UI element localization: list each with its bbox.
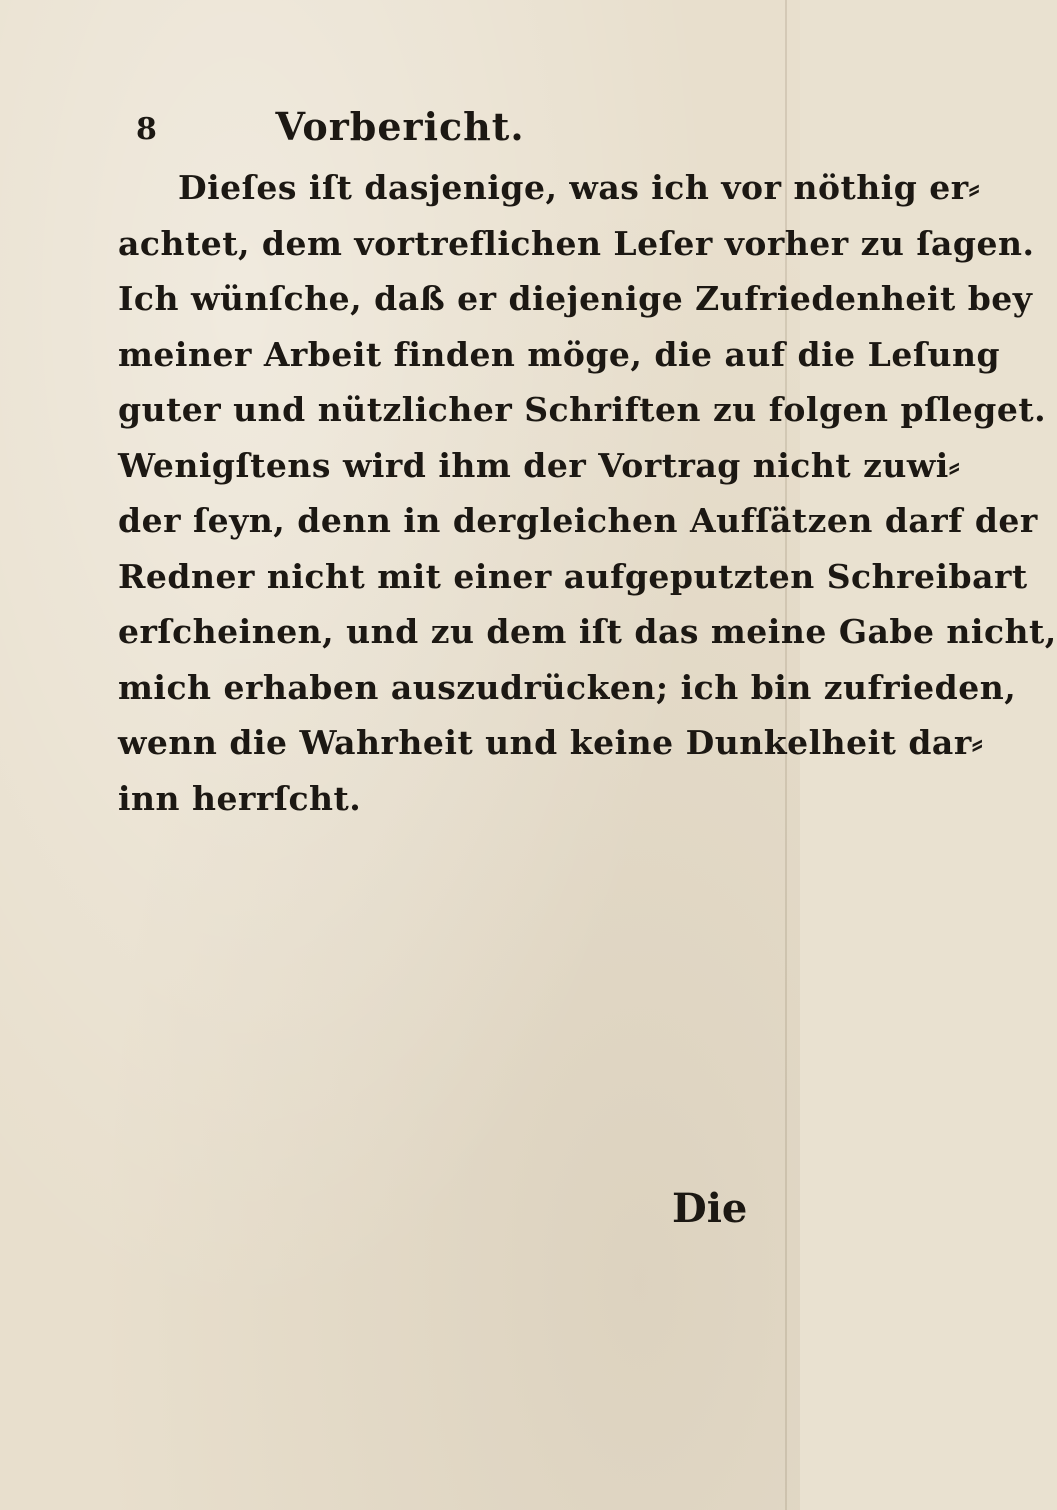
page-number: 8 bbox=[136, 112, 158, 147]
text-line: Ich wünſche, daß er diejenige Zufriedenheit bey bbox=[118, 279, 1033, 318]
body-paragraph bbox=[118, 160, 1057, 826]
text-line: Wenigſtens wird ihm der Vortrag nicht zuwi⸗ bbox=[118, 445, 961, 485]
running-title: Vorbericht. bbox=[275, 104, 525, 149]
text-line: mich erhaben auszudrücken; ich bin zufrieden, bbox=[118, 667, 1017, 707]
text-line: guter und nützlicher Schriften zu folgen pſleget. bbox=[118, 390, 1047, 429]
text-line: der ſeyn, denn in dergleichen Aufſätzen darf der bbox=[118, 501, 1038, 540]
text-line: erſcheinen, und zu dem iſt das meine Gabe nicht, bbox=[118, 612, 1057, 651]
text-line: inn herrſcht. bbox=[118, 778, 362, 818]
text-line: achtet, dem vortreflichen Leſer vorher zu ſagen. bbox=[118, 223, 1035, 263]
text-line: meiner Arbeit finden möge, die auf die Leſung bbox=[118, 334, 1001, 374]
text-line: Redner nicht mit einer aufgeputzten Schreibart bbox=[118, 556, 1028, 596]
catchword: Die bbox=[672, 1185, 748, 1232]
text-line: wenn die Wahrheit und keine Dunkelheit dar⸗ bbox=[118, 723, 984, 762]
text-line: Dieſes iſt dasjenige, was ich vor nöthig er⸗ bbox=[178, 168, 981, 207]
